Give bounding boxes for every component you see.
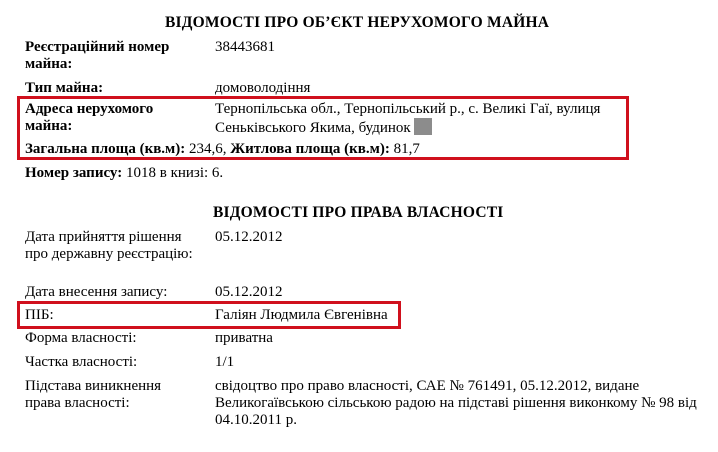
address-line-2 <box>215 118 432 137</box>
record-number-label: Номер запису: <box>25 165 123 181</box>
reg-number-value: 38443681 <box>215 39 275 55</box>
property-type-value: домоволодіння <box>215 80 311 96</box>
decision-date-label: Дата прийняття рішення про державну реєстрацію: <box>25 229 193 262</box>
record-number-value: 1018 в книзі: 6. <box>125 165 224 181</box>
living-area-label: Житлова площа (кв.м): <box>230 141 390 157</box>
record-row <box>25 165 223 182</box>
entry-date-value: 05.12.2012 <box>215 284 283 300</box>
ownership-share-label: Частка власності: <box>25 354 138 370</box>
address-label: Адреса нерухомого майна: <box>25 101 154 134</box>
address-line-2-text: Сеньківського Якима, будинок <box>215 120 411 136</box>
total-area-value: 234,6, <box>189 141 227 157</box>
ownership-basis-value: свідоцтво про право власності, САЕ № 761491, 05.12.2012, видане Великогаївською сільською радою на підставі рішення виконкому № 98 від 04.10.2011 р. <box>215 378 697 428</box>
area-row <box>25 141 420 158</box>
decision-date-value: 05.12.2012 <box>215 229 283 245</box>
ownership-form-value: приватна <box>215 330 273 346</box>
property-type-label: Тип майна: <box>25 80 104 96</box>
reg-number-label: Реєстраційний номер майна: <box>25 39 170 72</box>
redacted-house-number <box>414 118 432 135</box>
total-area-label: Загальна площа (кв.м): <box>25 141 186 157</box>
property-section-title: ВІДОМОСТІ ПРО ОБ’ЄКТ НЕРУХОМОГО МАЙНА <box>165 14 550 31</box>
ownership-basis-label: Підстава виникнення права власності: <box>25 378 162 411</box>
owner-name-label: ПІБ: <box>25 307 54 323</box>
owner-name-value: Галіян Людмила Євгенівна <box>215 307 388 323</box>
ownership-share-value: 1/1 <box>215 354 235 370</box>
ownership-form-label: Форма власності: <box>25 330 137 346</box>
address-line-1: Тернопільська обл., Тернопільський р., с. Великі Гаї, вулиця <box>215 101 601 117</box>
ownership-section-title: ВІДОМОСТІ ПРО ПРАВА ВЛАСНОСТІ <box>213 204 504 221</box>
living-area-value: 81,7 <box>393 141 420 157</box>
entry-date-label: Дата внесення запису: <box>25 284 168 300</box>
